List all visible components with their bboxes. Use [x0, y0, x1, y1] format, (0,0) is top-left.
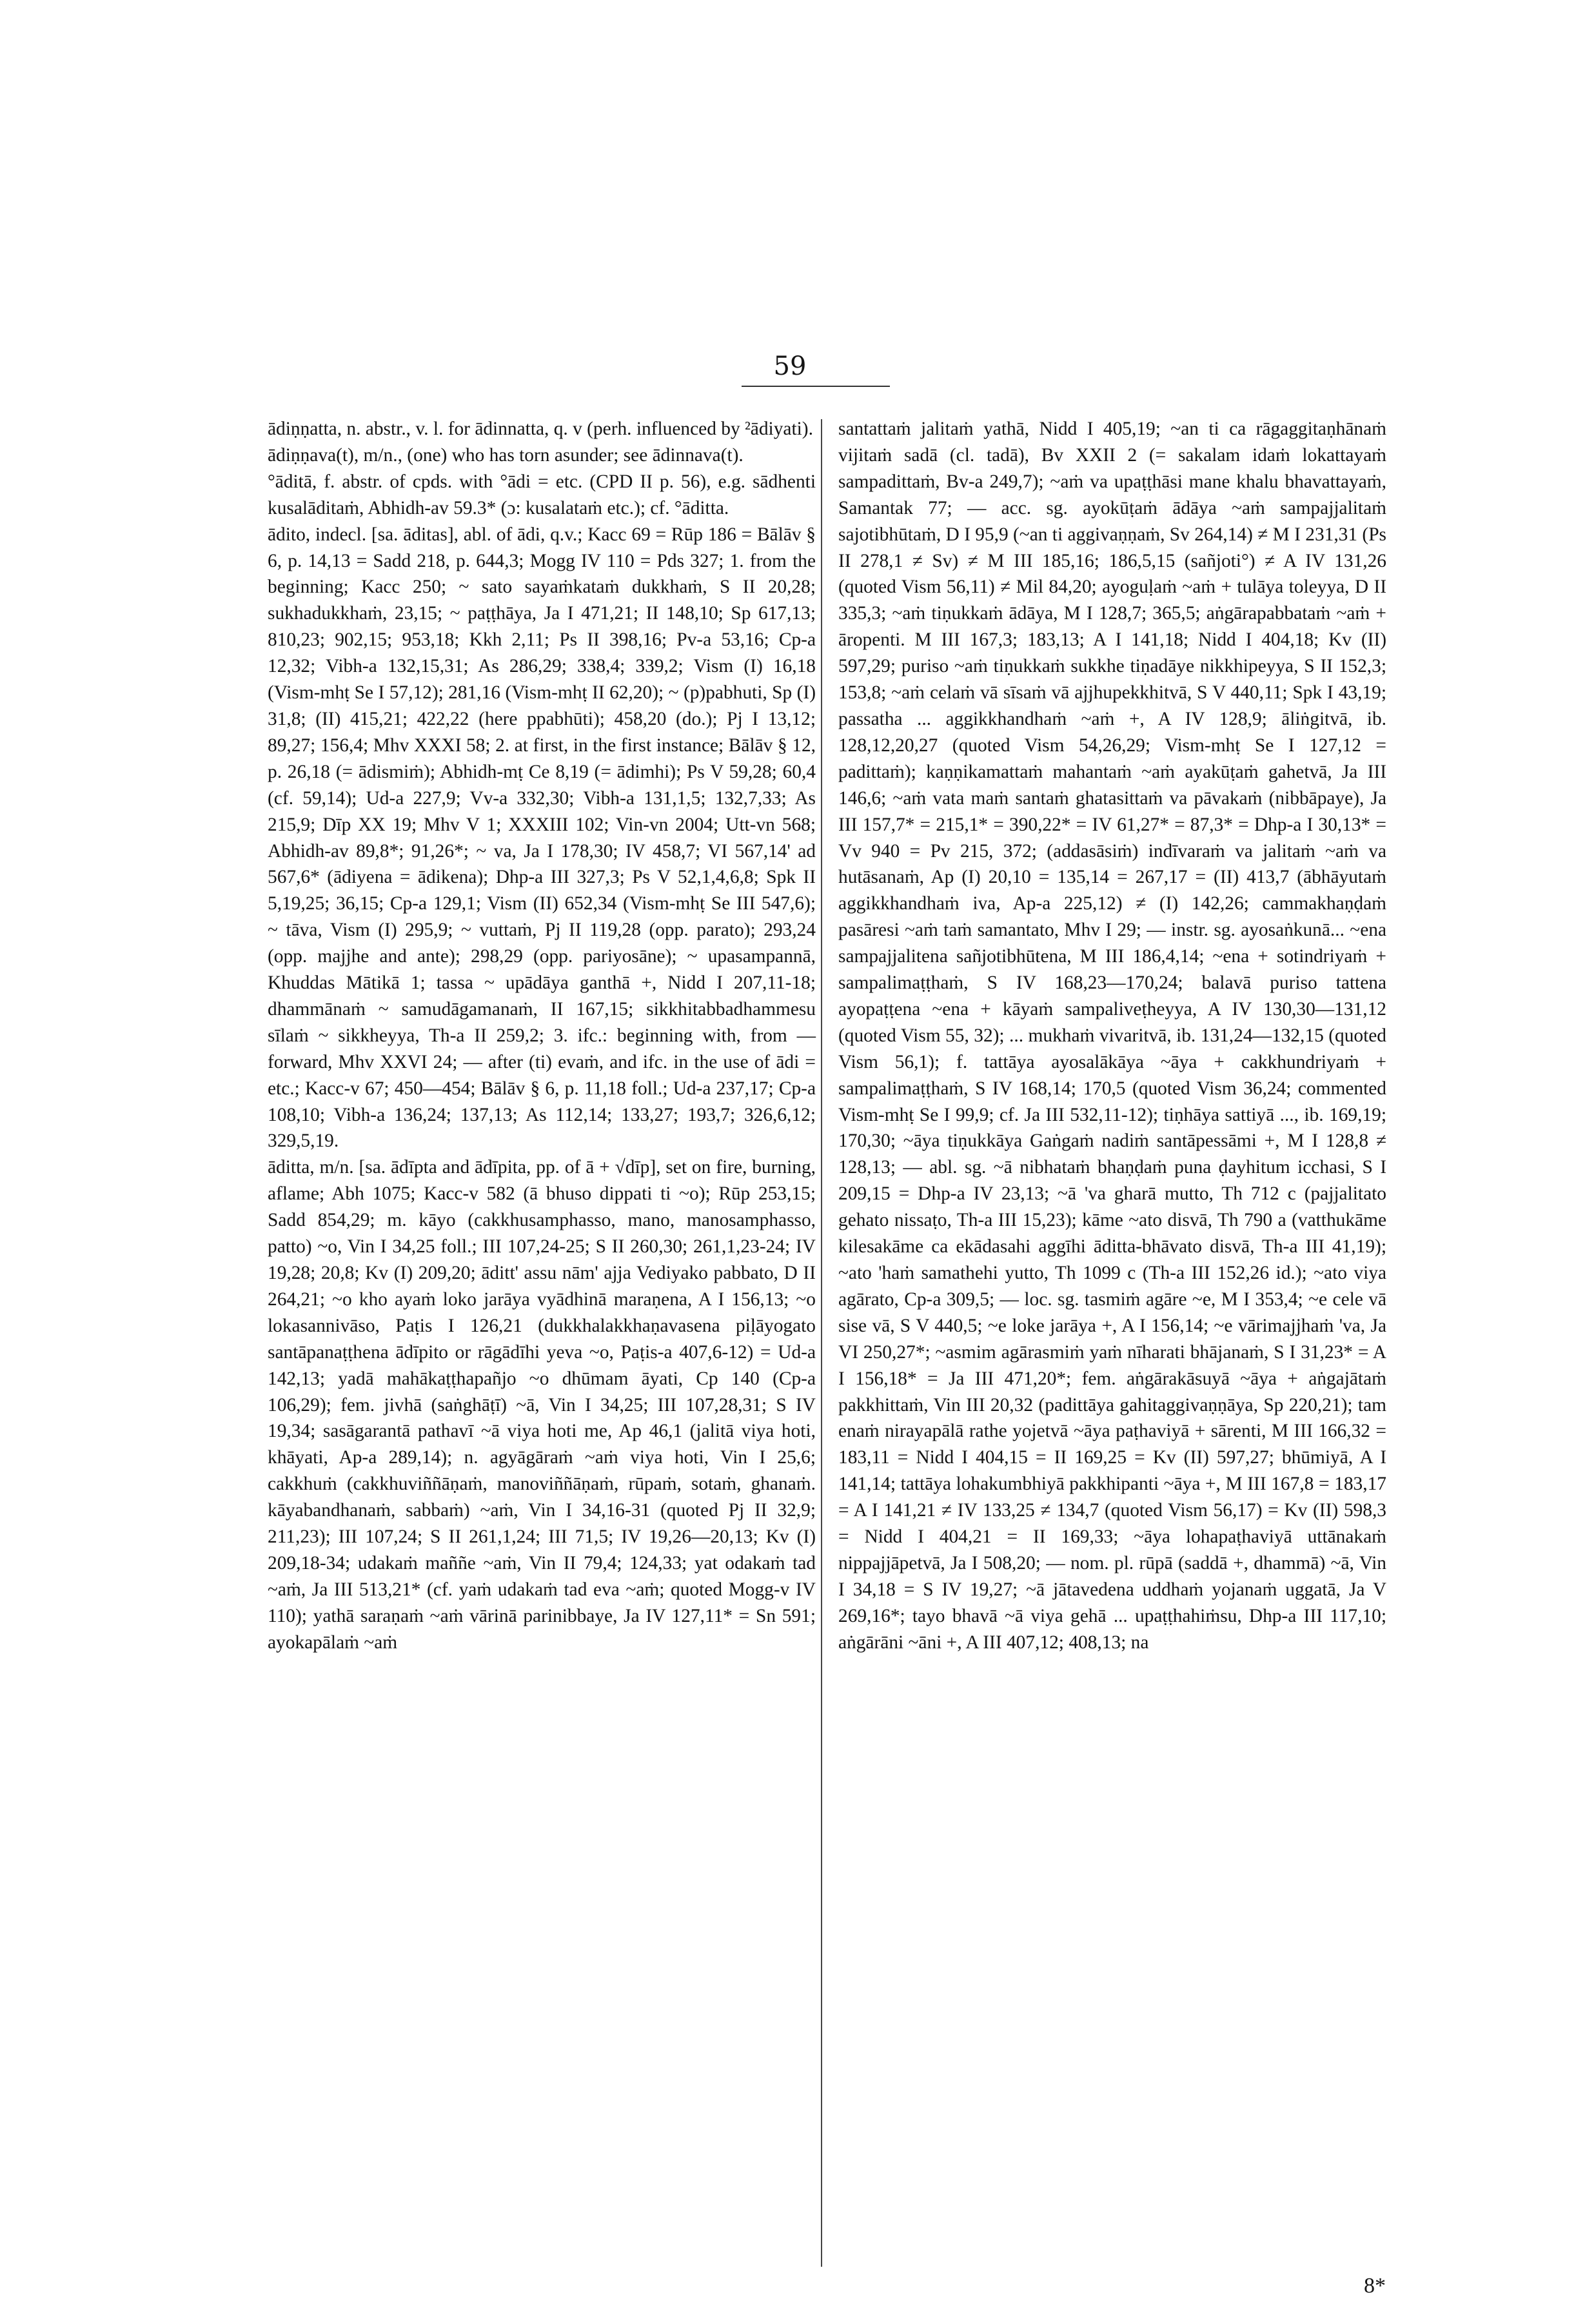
entry-adinnavat: ādiṇṇava(t), m/n., (one) who has torn asunder; see ādinnava(t). — [268, 444, 744, 466]
entry-adinnatta: ādiṇṇatta, n. abstr., v. l. for ādinnatta, q. v (perh. influenced by ²ādiyati). — [268, 419, 813, 439]
entry-aditta-continued: santattaṁ jalitaṁ yathā, Nidd I 405,19; ~an ti ca rāgaggitaṇhānaṁ vijitaṁ sadā (cl. tadā), Bv XXII 2 (= sakalam idaṁ lokattayaṁ sampadittaṁ, Bv-a 249,7); ~aṁ va upaṭṭhāsi mane khalu bhavattayaṁ, Samantak 77; — acc. sg. ayokūṭaṁ ādāya ~aṁ sampajjalitaṁ sajotibhūtaṁ, D I 95,9 (~an ti aggivaṇṇaṁ, Sv 264,14) ≠ M I 231,31 (Ps II 278,1 ≠ Sv) ≠ M III 185,16; 186,5,15 (sañjoti°) ≠ A IV 131,26 (quoted Vism 56,11) ≠ Mil 84,20; ayoguḷaṁ ~aṁ + tulāya toleyya, D II 335,3; ~aṁ tiṇukkaṁ ādāya, M I 128,7; 365,5; aṅgārapabbataṁ ~aṁ + āropenti. M III 167,3; 183,13; A I 141,18; Nidd I 404,18; Kv (II) 597,29; puriso ~aṁ tiṇukkaṁ sukkhe tiṇadāye nikkhipeyya, S II 152,3; 153,8; ~aṁ celaṁ vā sīsaṁ vā ajjhupekkhitvā, S V 440,11; Spk I 43,19; passatha ... aggikkhandhaṁ ~aṁ +, A IV 128,9; āliṅgitvā, ib. 128,12,20,27 (quoted Vism 54,26,29; Vism-mhṭ Se I 127,12 = padittaṁ); kaṇṇikamattaṁ mahantaṁ ~aṁ ayakūṭaṁ gahetvā, Ja III 146,6; ~aṁ vata maṁ santaṁ ghatasittaṁ va pāvakaṁ (nibbāpaye), Ja III 157,7* = 215,1* = 390,22* = IV 61,27* = 87,3* = Dhp-a I 30,13* = Vv 940 = Pv 215, 372; (addasāsiṁ) indīvaraṁ va jalitaṁ ~aṁ va hutāsanaṁ, Ap (I) 20,10 = 135,14 = 267,17 = (II) 413,7 (ābhāyutaṁ aggikkhandhaṁ iva, Ap-a 225,12) ≠ (I) 142,26; cammakhaṇḍaṁ pasāresi ~aṁ taṁ samantato, Mhv I 29; — instr. sg. ayosaṅkunā... ~ena sampajjalitena sañjotibhūtena, M III 186,4,14; ~ena + sotindriyaṁ + sampalimaṭṭhaṁ, S IV 168,23—170,24; balavā puriso tattena ayopaṭṭena ~ena + kāyaṁ sampaliveṭheyya, A IV 130,30—131,12 (quoted Vism 55, 32); ... mukhaṁ vivaritvā, ib. 131,24—132,15 (quoted Vism 56,1); f. tattāya ayosalākāya ~āya + cakkhundriyaṁ + sampalimaṭṭhaṁ, S IV 168,14; 170,5 (quoted Vism 36,24; commented Vism-mhṭ Se I 99,9; cf. Ja III 532,11-12); tiṇhāya sattiyā ..., ib. 169,19; 170,30; ~āya tiṇukkāya Gaṅgaṁ nadiṁ santāpessāmi +, M I 128,8 ≠ 128,13; — abl. sg. ~ā nibhataṁ bhaṇḍaṁ puna ḍayhitum icchasi, S I 209,15 = Dhp-a IV 23,13; ~ā 'va gharā mutto, Th 712 c (pajjalitato gehato nissaṭo, Th-a III 15,23); kāme ~ato disvā, Th 790 a (vatthukāme kilesakāme ca ekādasahi aggīhi āditta-bhāvato disvā, Th-a III 41,19); ~ato 'haṁ samathehi yutto, Th 1099 c (Th-a III 152,26 id.); ~ato viya agārato, Cp-a 309,5; — loc. sg. tasmiṁ agāre ~e, M I 353,4; ~e cele vā sise vā, S V 440,5; ~e loke jarāya +, A I 156,14; ~e vārimajjhaṁ 'va, Ja VI 250,27*; ~asmim agārasmiṁ yaṁ nīharati bhājanaṁ, S I 31,23* = A I 156,18* = Ja III 471,20*; fem. aṅgārakāsuyā ~āya + aṅgajātaṁ pakkhittaṁ, Vin III 20,32 (padittāya gahitaggivaṇṇāya, Sp 220,21); tam enaṁ nirayapālā rathe yojetvā ~āya paṭhaviyā + sārenti, M III 166,32 = 183,11 = Nidd I 404,15 = II 169,25 = Kv (II) 597,27; bhūmiyā, A I 141,14; tattāya lohakumbhiyā pakkhipanti ~āya +, M III 167,8 = 183,17 = A I 141,21 ≠ IV 133,25 ≠ 134,7 (quoted Vism 56,17) = Kv (II) 598,3 = Nidd I 404,21 = II 169,33; ~āya lohapaṭhaviyā uttānakaṁ nippajjāpetvā, Ja I 508,20; — nom. pl. rūpā (saddā +, dhammā) ~ā, Vin I 34,18 = S IV 19,27; ~ā jātavedena uddhaṁ yojanaṁ uggatā, Ja V 269,16*; tayo bhavā ~ā viya gehā ... upaṭṭhahiṁsu, Dhp-a III 117,10; aṅgārāni ~āni +, A III 407,12; 408,13; na — [838, 419, 1386, 1653]
left-column — [268, 416, 816, 1656]
right-column — [838, 416, 1386, 1656]
column-divider — [821, 419, 822, 2267]
page-number: 59 — [773, 351, 807, 381]
entry-aditta: āditta, m/n. [sa. ādīpta and ādīpita, pp. of ā + √dīp], set on fire, burning, aflame; Abh 1075; Kacc-v 582 (ā bhuso dippati ti ~o); Rūp 253,15; Sadd 854,29; m. kāyo (cakkhusamphasso, mano, manosamphasso, patto) ~o, Vin I 34,25 foll.; III 107,24-25; S II 260,30; 261,1,23-24; IV 19,28; 20,8; Kv (I) 209,20; āditt' assu nām' ajja Vediyako pabbato, D II 264,21; ~o kho ayaṁ loko jarāya vyādhinā maraṇena, A I 156,13; ~o lokasannivāso, Paṭis I 126,21 (dukkhalakkhaṇavasena piḷāyogato santāpanaṭṭhena ādīpito or rāgādīhi yeva ~o, Paṭis-a 407,6-12) = Ud-a 142,13; yadā mahākaṭṭhapañjo ~o dhūmam āyati, Cp 140 (Cp-a 106,29); fem. jivhā (saṅghāṭī) ~ā, Vin I 34,25; III 107,28,31; S IV 19,34; sasāgarantā pathavī ~ā viya hoti me, Ap 46,1 (jalitā viya hoti, khāyati, Ap-a 289,14); n. agyāgāraṁ ~aṁ viya hoti, Vin I 25,6; cakkhuṁ (cakkhuviññāṇaṁ, manoviññāṇaṁ, rūpaṁ, sotaṁ, ghanaṁ. kāyabandhanaṁ, sabbaṁ) ~aṁ, Vin I 34,16-31 (quoted Pj II 32,9; 211,23); III 107,24; S II 261,1,24; III 71,5; IV 19,26—20,13; Kv (I) 209,18-34; udakaṁ maññe ~aṁ, Vin II 79,4; 124,33; yat odakaṁ tad ~aṁ, Ja III 513,21* (cf. yaṁ udakaṁ tad eva ~aṁ; quoted Mogg-v IV 110); yathā saraṇaṁ ~aṁ vārinā parinibbaye, Ja IV 127,11* = Sn 591; ayokapālaṁ ~aṁ — [268, 1157, 816, 1653]
page-number-rule — [742, 386, 890, 387]
entry-adito: ādito, indecl. [sa. āditas], abl. of ādi, q.v.; Kacc 69 = Rūp 186 = Bālāv § 6, p. 14,13 = Sadd 218, p. 644,3; Mogg IV 110 = Pds 327; 1. from the beginning; Kacc 250; ~ sato sayaṁkataṁ dukkhaṁ, S II 20,28; sukhadukkhaṁ, 23,15; ~ paṭṭhāya, Ja I 471,21; II 148,10; Sp 617,13; 810,23; 902,15; 953,18; Kkh 2,11; Ps II 398,16; Pv-a 53,16; Cp-a 12,32; Vibh-a 132,15,31; As 286,29; 338,4; 339,2; Vism (I) 16,18 (Vism-mhṭ Se I 57,12); 281,16 (Vism-mhṭ II 62,20); ~ (p)pabhuti, Sp (I) 31,8; (II) 415,21; 422,22 (here ppabhūti); 458,20 (do.); Pj I 13,12; 89,27; 156,4; Mhv XXXI 58; 2. at first, in the first instance; Bālāv § 12, p. 26,18 (= ādismiṁ); Abhidh-mṭ Ce 8,19 (= ādimhi); Ps V 59,28; 60,4 (cf. 59,14); Ud-a 227,9; Vv-a 332,30; Vibh-a 131,1,5; 132,7,33; As 215,9; Dīp XX 19; Mhv V 1; XXXIII 102; Vin-vn 2004; Utt-vn 568; Abhidh-av 89,8*; 91,26*; ~ va, Ja I 178,30; IV 458,7; VI 567,14' ad 567,6* (ādiyena = ādikena); Dhp-a III 327,3; Ps V 52,1,4,6,8; Spk II 5,19,25; 36,15; Cp-a 129,1; Vism (II) 652,34 (Vism-mhṭ Se III 547,6); ~ tāva, Vism (I) 295,9; ~ vuttaṁ, Pj II 119,28 (opp. parato); 293,24 (opp. majjhe and ante); 298,29 (opp. pariyosāne); ~ upasampannā, Khuddas Mātikā 1; tassa ~ upādāya ganthā +, Nidd I 207,11-18; dhammānaṁ ~ samudāgamanaṁ, II 167,15; sikkhitabbadhammesu sīlaṁ ~ sikkheyya, Th-a II 259,2; 3. ifc.: beginning with, from — forward, Mhv XXVI 24; — after (ti) evaṁ, and ifc. in the use of ādi = etc.; Kacc-v 67; 450—454; Bālāv § 6, p. 11,18 foll.; Ud-a 237,17; Cp-a 108,10; Vibh-a 136,24; 137,13; As 112,14; 133,27; 193,7; 326,6,12; 329,5,19. — [268, 524, 816, 1152]
signature-mark: 8* — [1364, 2274, 1386, 2298]
entry-adita: °āditā, f. abstr. of cpds. with °ādi = etc. (CPD II p. 56), e.g. sādhenti kusalāditaṁ, Abhidh-av 59.3* (ɔ: kusalataṁ etc.); cf. °āditta. — [268, 471, 816, 518]
